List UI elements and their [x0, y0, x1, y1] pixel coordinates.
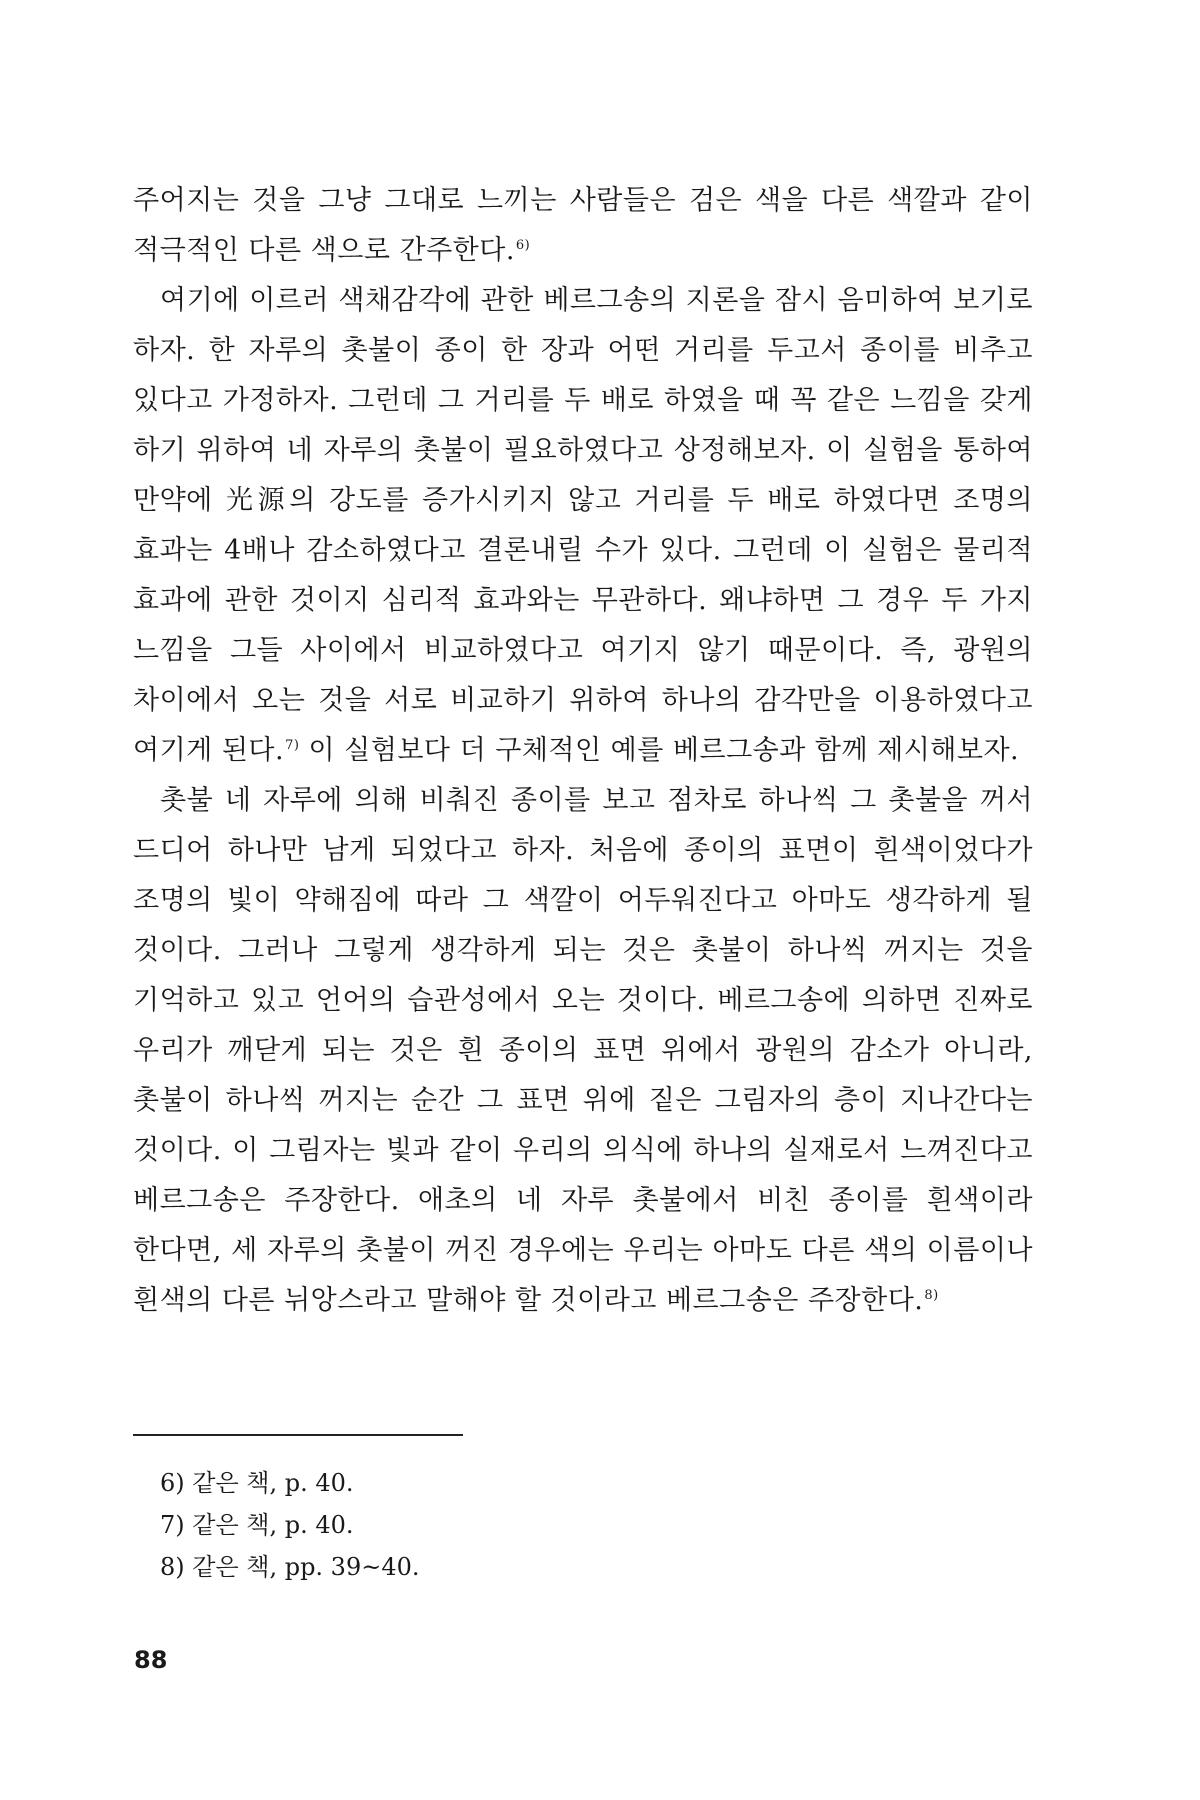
paragraph-3 [133, 776, 1033, 1326]
footnote-8: 8) 같은 책, pp. 39~40. [160, 1553, 420, 1581]
paragraph-3-text: 촛불 네 자루에 의해 비춰진 종이를 보고 점차로 하나씩 그 촛불을 꺼서 드디어 하나만 남게 되었다고 하자. 처음에 종이의 표면이 흰색이었다가 조명의 빛이 약해짐에 따라 그 색깔이 어두워진다고 아마도 생각하게 될 것이다. 그러나 그렇게 생각하게 되는 것은 촛불이 하나씩 꺼지는 것을 기억하고 있고 언어의 습관성에서 오는 것이다. 베르그송에 의하면 진짜로 우리가 깨닫게 되는 것은 흰 종이의 표면 위에서 광원의 감소가 아니라, 촛불이 하나씩 꺼지는 순간 그 표면 위에 짙은 그림자의 층이 지나간다는 것이다. 이 그림자는 빛과 같이 우리의 의식에 하나의 실재로서 느껴진다고 베르그송은 주장한다. 애초의 네 자루 촛불에서 비친 종이를 흰색이라 한다면, 세 자루의 촛불이 꺼진 경우에는 우리는 아마도 다른 색의 이름이나 흰색의 다른 뉘앙스라고 말해야 할 것이라고 베르그송은 주장한다. [133, 785, 1033, 1316]
footnote-7: 7) 같은 책, p. 40. [160, 1511, 354, 1539]
footnotes [160, 1462, 420, 1588]
paragraph-1-text: 주어지는 것을 그냥 그대로 느끼는 사람들은 검은 색을 다른 색깔과 같이 적극적인 다른 색으로 간주한다. [133, 185, 1033, 266]
paragraph-1 [133, 176, 1033, 276]
body-text [133, 176, 1033, 1326]
footnote-ref-7: 7) [285, 738, 300, 753]
page-number: 88 [134, 1646, 168, 1674]
footnote-ref-6: 6) [515, 238, 531, 253]
paragraph-2-text: 여기에 이르러 색채감각에 관한 베르그송의 지론을 잠시 음미하여 보기로 하자. 한 자루의 촛불이 종이 한 장과 어떤 거리를 두고서 종이를 비추고 있다고 가정하자. 그런데 그 거리를 두 배로 하였을 때 꼭 같은 느낌을 갖게 하기 위하여 네 자루의 촛불이 필요하였다고 상정해보자. 이 실험을 통하여 만약에 光源의 강도를 증가시키지 않고 거리를 두 배로 하였다면 조명의 효과는 4배나 감소하였다고 결론내릴 수가 있다. 그런데 이 실험은 물리적 효과에 관한 것이지 심리적 효과와는 무관하다. 왜냐하면 그 경우 두 가지 느낌을 그들 사이에서 비교하였다고 여기지 않기 때문이다. 즉, 광원의 차이에서 오는 것을 서로 비교하기 위하여 하나의 감각만을 이용하였다고 여기게 된다. [133, 285, 1033, 766]
footnote-ref-8: 8) [924, 1288, 939, 1303]
paragraph-2 [133, 276, 1033, 776]
paragraph-2-tail: 이 실험보다 더 구체적인 예를 베르그송과 함께 제시해보자. [299, 735, 1020, 766]
footnote-divider [133, 1434, 463, 1436]
footnote-6: 6) 같은 책, p. 40. [160, 1469, 354, 1497]
